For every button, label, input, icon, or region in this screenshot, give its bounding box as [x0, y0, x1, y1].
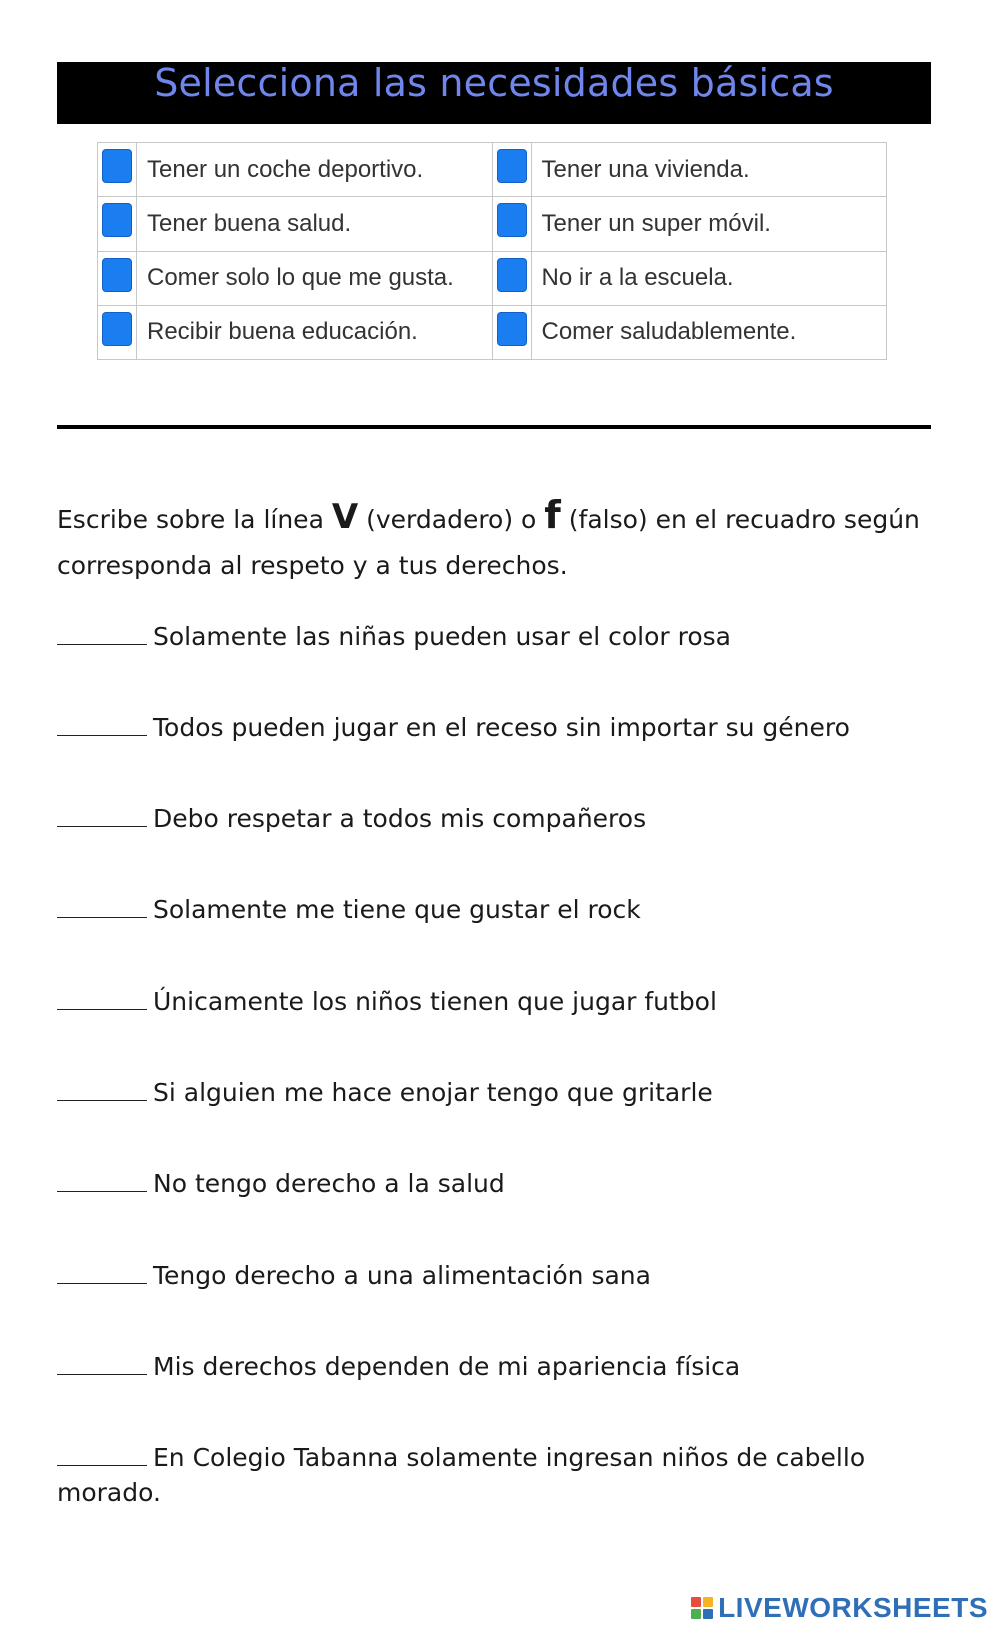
need-checkbox[interactable]: [497, 312, 527, 346]
false-letter: f: [544, 493, 561, 537]
need-checkbox[interactable]: [497, 258, 527, 292]
need-checkbox[interactable]: [102, 312, 132, 346]
needs-row: [98, 143, 887, 197]
answer-blank[interactable]: [57, 1165, 147, 1192]
statement-text: Tengo derecho a una alimentación sana: [153, 1261, 651, 1290]
need-label: Comer solo lo que me gusta.: [137, 251, 493, 305]
answer-blank[interactable]: [57, 891, 147, 918]
need-checkbox[interactable]: [102, 149, 132, 183]
true-letter: V: [331, 497, 359, 537]
statement-text: Todos pueden jugar en el receso sin importar su género: [153, 713, 850, 742]
need-label: Tener un coche deportivo.: [137, 143, 493, 197]
need-label: Recibir buena educación.: [137, 305, 493, 359]
title-banner: [57, 62, 931, 124]
statement-item: [57, 618, 937, 654]
need-label: Tener una vivienda.: [531, 143, 887, 197]
statement-text: No tengo derecho a la salud: [153, 1169, 505, 1198]
need-checkbox[interactable]: [102, 258, 132, 292]
need-checkbox[interactable]: [497, 203, 527, 237]
logo-blocks-icon: [691, 1597, 713, 1619]
needs-row: [98, 197, 887, 251]
section-divider: [57, 425, 931, 429]
checkbox-cell: [98, 143, 137, 197]
needs-table: [97, 142, 887, 360]
instructions-text: [57, 492, 937, 589]
checkbox-cell: [492, 251, 531, 305]
statement-text: Si alguien me hace enojar tengo que gritarle: [153, 1078, 713, 1107]
statement-text: En Colegio Tabanna solamente ingresan niños de cabello morado.: [57, 1443, 866, 1507]
need-label: Tener un super móvil.: [531, 197, 887, 251]
brand-name: LIVEWORKSHEETS: [718, 1592, 988, 1623]
need-checkbox[interactable]: [497, 149, 527, 183]
statement-item: [57, 983, 937, 1019]
statement-item: [57, 1257, 937, 1293]
answer-blank[interactable]: [57, 800, 147, 827]
checkbox-cell: [98, 251, 137, 305]
need-checkbox[interactable]: [102, 203, 132, 237]
statement-item: [57, 800, 937, 836]
statement-text: Mis derechos dependen de mi apariencia física: [153, 1352, 741, 1381]
checkbox-cell: [98, 197, 137, 251]
checkbox-cell: [98, 305, 137, 359]
statement-item: [57, 1348, 937, 1384]
need-label: Comer saludablemente.: [531, 305, 887, 359]
need-label: Tener buena salud.: [137, 197, 493, 251]
answer-blank[interactable]: [57, 1439, 147, 1466]
need-label: No ir a la escuela.: [531, 251, 887, 305]
instructions-part1: Escribe sobre la línea: [57, 505, 332, 534]
answer-blank[interactable]: [57, 983, 147, 1010]
logo-block: [703, 1609, 713, 1619]
logo-block: [691, 1609, 701, 1619]
logo-block: [703, 1597, 713, 1607]
answer-blank[interactable]: [57, 618, 147, 645]
needs-row: [98, 251, 887, 305]
statement-text: Debo respetar a todos mis compañeros: [153, 804, 647, 833]
liveworksheets-logo: [691, 1592, 988, 1624]
checkbox-cell: [492, 197, 531, 251]
answer-blank[interactable]: [57, 1074, 147, 1101]
statement-text: Solamente las niñas pueden usar el color rosa: [153, 622, 732, 651]
statement-item: [57, 1074, 937, 1110]
instructions-part2: (verdadero) o: [358, 505, 545, 534]
needs-row: [98, 305, 887, 359]
statement-item: [57, 1165, 937, 1201]
page-title: Selecciona las necesidades básicas: [154, 61, 834, 105]
statement-item: [57, 709, 937, 745]
statement-text: Únicamente los niños tienen que jugar futbol: [153, 987, 717, 1016]
statement-item: [57, 891, 937, 927]
checkbox-cell: [492, 143, 531, 197]
checkbox-cell: [492, 305, 531, 359]
statement-text: Solamente me tiene que gustar el rock: [153, 895, 641, 924]
logo-block: [691, 1597, 701, 1607]
answer-blank[interactable]: [57, 1348, 147, 1375]
answer-blank[interactable]: [57, 1257, 147, 1284]
answer-blank[interactable]: [57, 709, 147, 736]
instructions-part3: (falso) en el recuadro según corresponda al respeto y a tus derechos.: [57, 505, 920, 580]
statement-item: [57, 1439, 937, 1510]
